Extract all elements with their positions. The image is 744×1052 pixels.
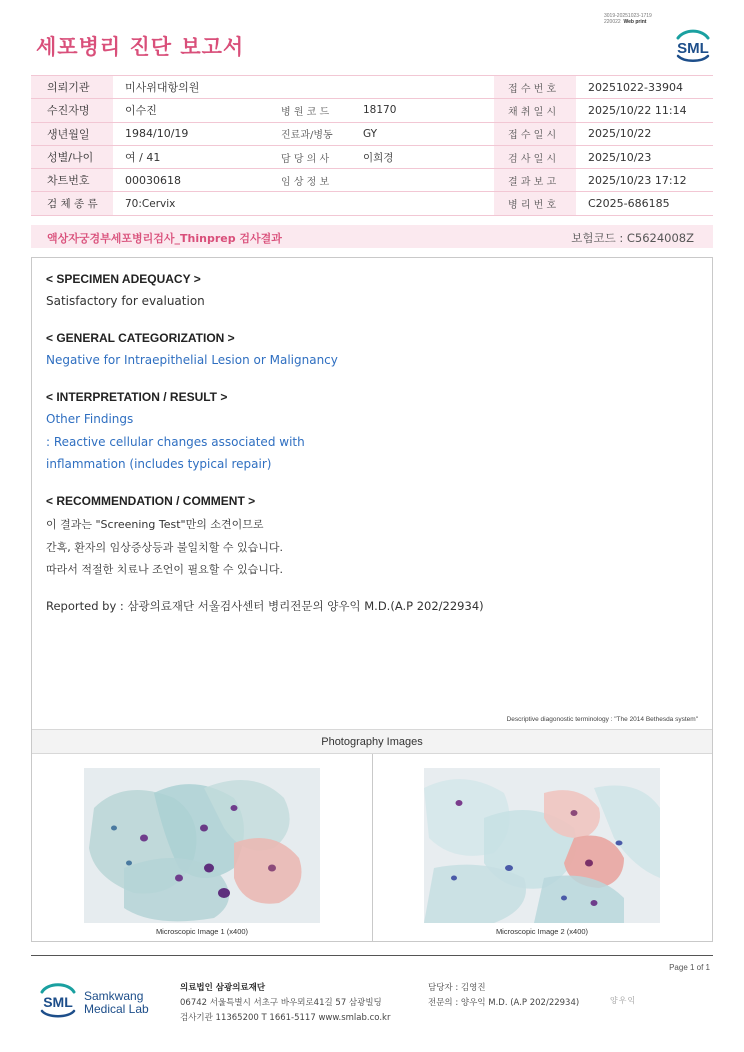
label-received-date: 접 수 일 시 bbox=[494, 122, 576, 145]
footer-staff: 담당자 : 김영진 bbox=[428, 983, 486, 993]
terminology-note: Descriptive diagonostic terminology : "The 2014 Bethesda system" bbox=[506, 716, 698, 723]
label-birth-date: 생년월일 bbox=[31, 122, 113, 145]
value-patient-name: 이수진 bbox=[113, 99, 269, 122]
label-department: 진료과/병동 bbox=[269, 122, 357, 145]
label-referring-clinic: 의뢰기관 bbox=[31, 76, 113, 99]
label-exam-date: 검 사 일 시 bbox=[494, 145, 576, 168]
interpretation-line: inflammation (includes typical repair) bbox=[46, 457, 272, 471]
label-patient-name: 수진자명 bbox=[31, 99, 113, 122]
label-clinical-info: 임 상 정 보 bbox=[269, 169, 357, 192]
interpretation-line: : Reactive cellular changes associated with bbox=[46, 435, 305, 449]
interpretation-line: Other Findings bbox=[46, 412, 134, 426]
sml-logo-top bbox=[670, 26, 716, 64]
info-row bbox=[31, 192, 713, 215]
recommendation-line: 이 결과는 "Screening Test"만의 소견이므로 bbox=[46, 518, 264, 531]
value-physician: 이희경 bbox=[357, 145, 494, 168]
brand-line1: Samkwang bbox=[84, 989, 144, 1003]
info-row bbox=[31, 99, 713, 122]
exam-title-bar bbox=[31, 225, 713, 248]
value-collection-time: 2025/10/22 11:14 bbox=[576, 99, 713, 122]
interpretation-heading: < INTERPRETATION / RESULT > bbox=[46, 390, 228, 404]
microscopic-image-1 bbox=[84, 768, 320, 923]
sml-logo-bottom bbox=[36, 980, 80, 1020]
cytology-image-1 bbox=[84, 768, 320, 923]
value-chart-number: 00030618 bbox=[113, 169, 269, 192]
footer-contact: 검사기관 11365200 T 1661-5117 www.smlab.co.kr bbox=[180, 1013, 391, 1023]
exam-title: 액상자궁경부세포병리검사_Thinprep 검사결과 bbox=[47, 232, 282, 245]
specimen-adequacy-text: Satisfactory for evaluation bbox=[46, 294, 205, 308]
specimen-adequacy-heading: < SPECIMEN ADEQUACY > bbox=[46, 272, 201, 286]
value-exam-date: 2025/10/23 bbox=[576, 145, 713, 168]
print-meta-line2 bbox=[604, 19, 652, 25]
value-empty bbox=[357, 76, 494, 99]
label-empty bbox=[269, 192, 357, 215]
image-caption-1: Microscopic Image 1 (x400) bbox=[155, 927, 249, 936]
signature-image: 양우익 bbox=[610, 996, 637, 1005]
info-row bbox=[31, 76, 713, 99]
sml-logo-text: SML bbox=[677, 40, 709, 57]
label-empty bbox=[269, 76, 357, 99]
recommendation-heading: < RECOMMENDATION / COMMENT > bbox=[46, 494, 256, 508]
value-sex-age: 여 / 41 bbox=[113, 145, 269, 168]
label-hospital-code: 병 원 코 드 bbox=[269, 99, 357, 122]
recommendation-line: 간혹, 환자의 임상증상등과 불일치할 수 있습니다. bbox=[46, 541, 283, 554]
label-accession-no: 접 수 번 호 bbox=[494, 76, 576, 99]
cytology-image-2 bbox=[424, 768, 660, 923]
label-collection-time: 채 취 일 시 bbox=[494, 99, 576, 122]
value-birth-date: 1984/10/19 bbox=[113, 122, 269, 145]
label-pathology-no: 병 리 번 호 bbox=[494, 192, 576, 215]
recommendation-line: 따라서 적절한 치료나 조언이 필요할 수 있습니다. bbox=[46, 563, 283, 576]
general-categorization-text: Negative for Intraepithelial Lesion or Malignancy bbox=[46, 353, 338, 367]
value-hospital-code: 18170 bbox=[357, 99, 494, 122]
insurance-code: 보험코드 : C5624008Z bbox=[571, 231, 694, 245]
brand-line2: Medical Lab bbox=[84, 1002, 149, 1016]
info-row bbox=[31, 145, 713, 168]
value-received-date: 2025/10/22 bbox=[576, 122, 713, 145]
value-pathology-no: C2025-686185 bbox=[576, 192, 713, 215]
print-meta-label: Web print bbox=[623, 19, 647, 25]
value-department: GY bbox=[357, 122, 494, 145]
photo-divider bbox=[372, 754, 373, 941]
sml-logo-text: SML bbox=[43, 994, 73, 1010]
sml-logo-icon bbox=[36, 980, 80, 1020]
sml-logo-icon bbox=[670, 26, 716, 64]
reported-by: Reported by : 삼광의료재단 서울검사센터 병리전문의 양우익 M.D.(A.P 202/22934) bbox=[46, 599, 484, 613]
footer-address: 06742 서울특별시 서초구 바우뫼로41길 57 삼광빌딩 bbox=[180, 998, 382, 1008]
value-result-report: 2025/10/23 17:12 bbox=[576, 169, 713, 192]
label-physician: 담 당 의 사 bbox=[269, 145, 357, 168]
page-title: 세포병리 진단 보고서 bbox=[36, 35, 245, 59]
footer-specialist: 전문의 : 양우익 M.D. (A.P 202/22934) bbox=[428, 998, 580, 1008]
label-chart-number: 차트번호 bbox=[31, 169, 113, 192]
patient-info-table bbox=[31, 75, 713, 216]
value-empty bbox=[357, 192, 494, 215]
print-meta-code: 220022 bbox=[604, 19, 621, 25]
value-clinical-info bbox=[357, 169, 494, 192]
footer-divider bbox=[31, 955, 713, 956]
report-box bbox=[31, 257, 713, 942]
info-row bbox=[31, 122, 713, 145]
page-number: Page 1 of 1 bbox=[669, 963, 710, 972]
label-specimen-type: 검 체 종 류 bbox=[31, 192, 113, 215]
print-meta-line1: 3019-20251023-1719 bbox=[604, 13, 652, 19]
info-row bbox=[31, 169, 713, 192]
brand-name bbox=[84, 990, 149, 1016]
print-meta bbox=[604, 13, 652, 25]
label-sex-age: 성별/나이 bbox=[31, 145, 113, 168]
footer-org: 의료법인 삼광의료재단 bbox=[180, 983, 266, 993]
photography-header: Photography Images bbox=[32, 729, 712, 754]
label-result-report: 결 과 보 고 bbox=[494, 169, 576, 192]
value-accession-no: 20251022-33904 bbox=[576, 76, 713, 99]
image-caption-2: Microscopic Image 2 (x400) bbox=[495, 927, 589, 936]
value-specimen-type: 70:Cervix bbox=[113, 192, 269, 215]
general-categorization-heading: < GENERAL CATEGORIZATION > bbox=[46, 331, 235, 345]
microscopic-image-2 bbox=[424, 768, 660, 923]
value-referring-clinic: 미사위대항의원 bbox=[113, 76, 269, 99]
